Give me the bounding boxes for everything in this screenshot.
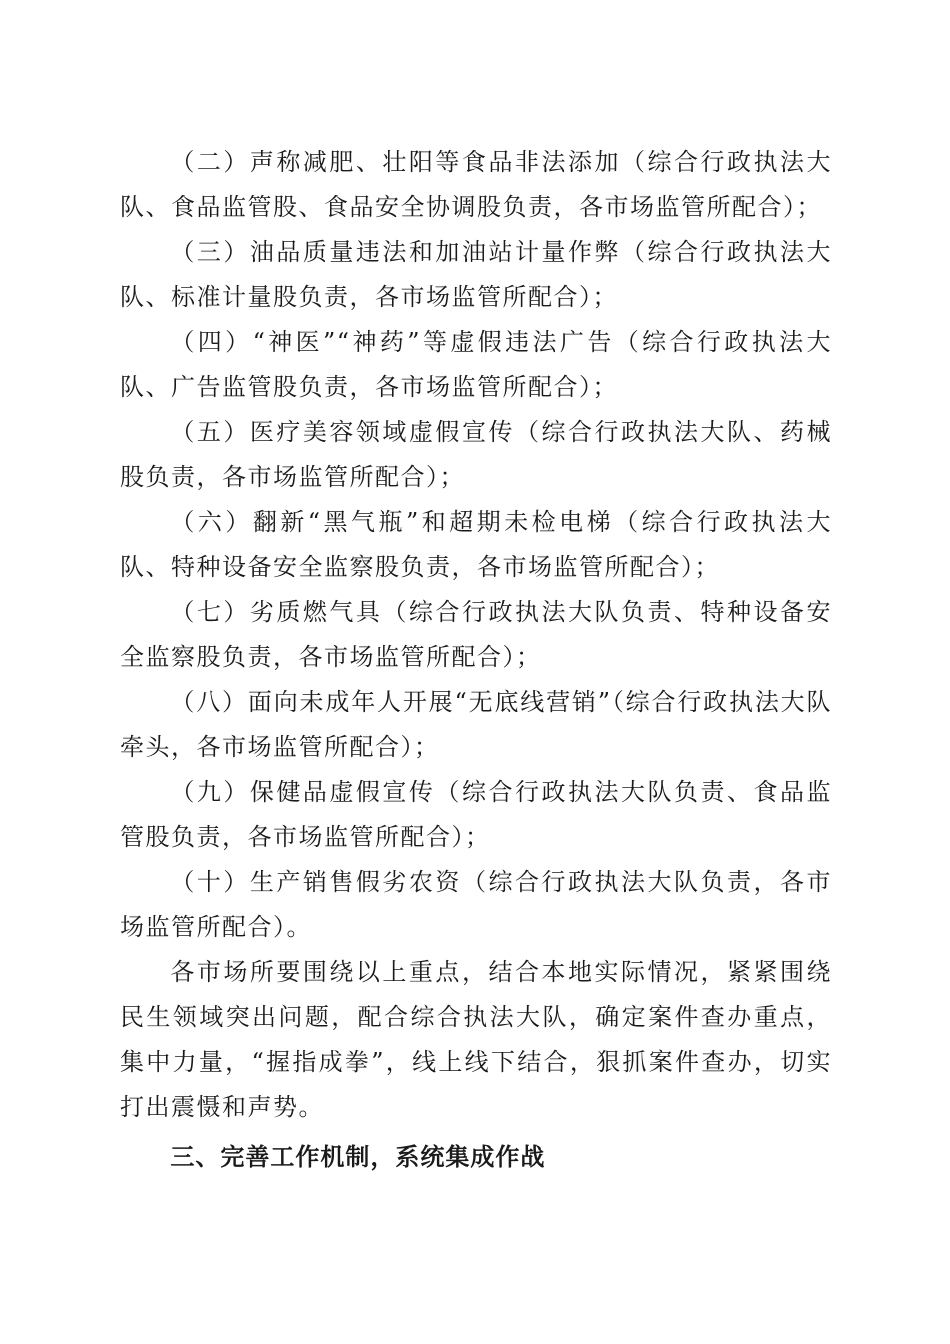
list-item: （四）“神医”“神药”等虚假违法广告（综合行政执法大队、广告监管股负责，各市场监管所配合）； — [120, 328, 832, 401]
list-item: （八）面向未成年人开展“无底线营销”（综合行政执法大队牵头，各市场监管所配合）； — [120, 688, 832, 761]
list-item: （三）油品质量违法和加油站计量作弊（综合行政执法大队、标准计量股负责，各市场监管所配合）； — [120, 238, 832, 311]
list-item: （五）医疗美容领域虚假宣传（综合行政执法大队、药械股负责，各市场监管所配合）； — [120, 418, 832, 491]
list-item: （六）翻新“黑气瓶”和超期未检电梯（综合行政执法大队、特种设备安全监察股负责，各市场监管所配合）； — [120, 508, 832, 581]
list-item: （九）保健品虚假宣传（综合行政执法大队负责、食品监管股负责，各市场监管所配合）； — [120, 778, 832, 851]
list-item: （二）声称减肥、壮阳等食品非法添加（综合行政执法大队、食品监管股、食品安全协调股负责，各市场监管所配合）； — [120, 148, 832, 221]
list-item: （十）生产销售假劣农资（综合行政执法大队负责，各市场监管所配合）。 — [120, 868, 832, 941]
document-body — [120, 140, 832, 1180]
section-heading: 三、完善工作机制，系统集成作战 — [170, 1143, 546, 1171]
list-item: （七）劣质燃气具（综合行政执法大队负责、特种设备安全监察股负责，各市场监管所配合）； — [120, 598, 832, 671]
summary-paragraph: 各市场所要围绕以上重点，结合本地实际情况，紧紧围绕民生领域突出问题，配合综合执法大队，确定案件查办重点，集中力量，“握指成拳”，线上线下结合，狠抓案件查办，切实打出震慑和声势。 — [120, 958, 832, 1121]
